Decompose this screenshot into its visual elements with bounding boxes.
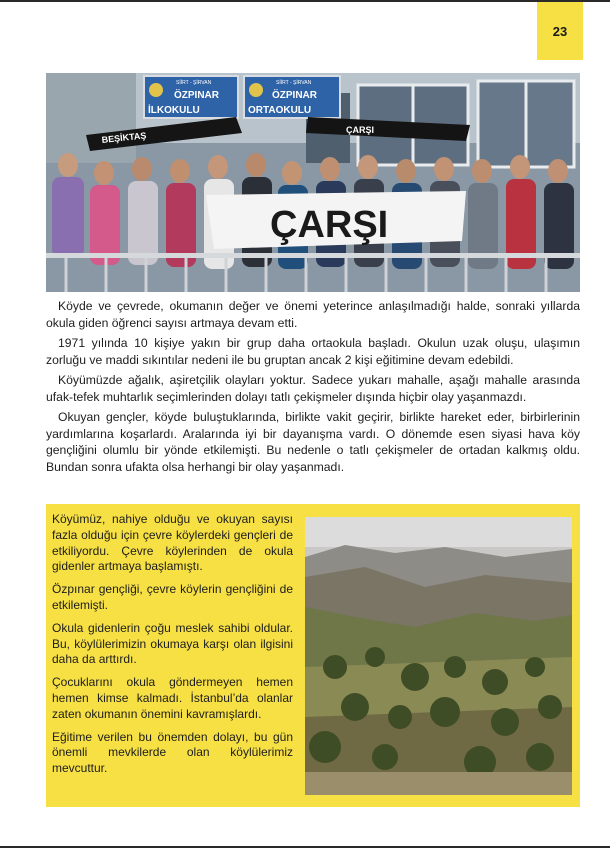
box-paragraph-5: Eğitime verilen bu önemden dolayı, bu gün önemli mevkilerde olan köylülerimiz mevcuttur.	[52, 729, 293, 776]
box-paragraph-1: Köyümüz, nahiye olduğu ve okuyan sayısı fazla olduğu için çevre köylerdeki gençleri de etkiliyordu. Çevre köylerinden de okula gidenler artmaya başlamıştı.	[52, 512, 293, 574]
sign-right-line2: ORTAOKULU	[248, 105, 312, 116]
top-rule	[0, 0, 610, 2]
paragraph-2: 1971 yılında 10 kişiye yakın bir grup daha ortaokula başladı. Okulun uzak oluşu, ulaşımın zorluğu ve maddi sıkıntılar nedeni ile bu gruptan ancak 2 kişi eğitimine devam edebildi.	[46, 336, 580, 367]
box-paragraph-3: Okula gidenlerin çoğu meslek sahibi oldular. Bu, köylülerimizin okumaya karşı olan ilgisini daha da arttırdı.	[52, 620, 293, 667]
sign-right-line1: ÖZPINAR	[272, 90, 317, 101]
page-number-tab	[537, 2, 583, 60]
main-text	[46, 298, 580, 479]
sign-left-line2: İLKOKULU	[148, 105, 200, 116]
box-paragraph-2: Özpınar gençliği, çevre köylerin gençliğini de etkilemişti.	[52, 582, 293, 612]
sign-right-small: SİİRT - ŞİRVAN	[276, 80, 312, 86]
banner-text: ÇARŞI	[270, 204, 389, 246]
landscape-photo	[305, 517, 572, 795]
school-group-photo	[46, 73, 580, 292]
paragraph-3: Köyümüzde ağalık, aşiretçilik olayları yoktur. Sadece yukarı mahalle, aşağı mahalle arasında ufak-tefek muhtarlık seçimlerinden dolayı tatlı çekişmeler dışında hiçbir olay yaşanmazdı.	[46, 373, 580, 404]
box-text	[52, 512, 293, 784]
sign-left-small: SİİRT - ŞİRVAN	[176, 80, 212, 86]
box-paragraph-4: Çocuklarını okula göndermeyen hemen hemen kimse kalmadı. İstanbul’da olanlar zaten okumanın önemini kavramışlardı.	[52, 675, 293, 721]
school-sign-right	[244, 76, 340, 118]
paragraph-4: Okuyan gençler, köyde buluştuklarında, birlikte vakit geçirir, birlikte hareket eder, birbirlerinin yardımlarına koşarlardı. Aralarında iyi bir dayanışma vardı. O dönemde esen siyasi hava köy gençliğini olumlu bir yönde etkilemişti. Bu nedenle o tatlı çekişmeler de ortadan kalkmış oldu. Bundan sonra ufakta olsa herhangi bir olay yaşanmadı.	[46, 410, 580, 474]
scarf-left-text: BEŞİKTAŞ	[101, 130, 147, 145]
page-number: 23	[552, 23, 568, 39]
banner	[206, 191, 466, 249]
sign-left-line1: ÖZPINAR	[174, 90, 219, 101]
paragraph-1: Köyde ve çevrede, okumanın değer ve önemi yeterince anlaşılmadığı halde, sonraki yıllarda okula giden öğrenci sayısı artmaya devam etti.	[46, 299, 580, 330]
school-sign-left	[144, 76, 238, 118]
scarf-right-text: ÇARŞI	[346, 125, 375, 135]
